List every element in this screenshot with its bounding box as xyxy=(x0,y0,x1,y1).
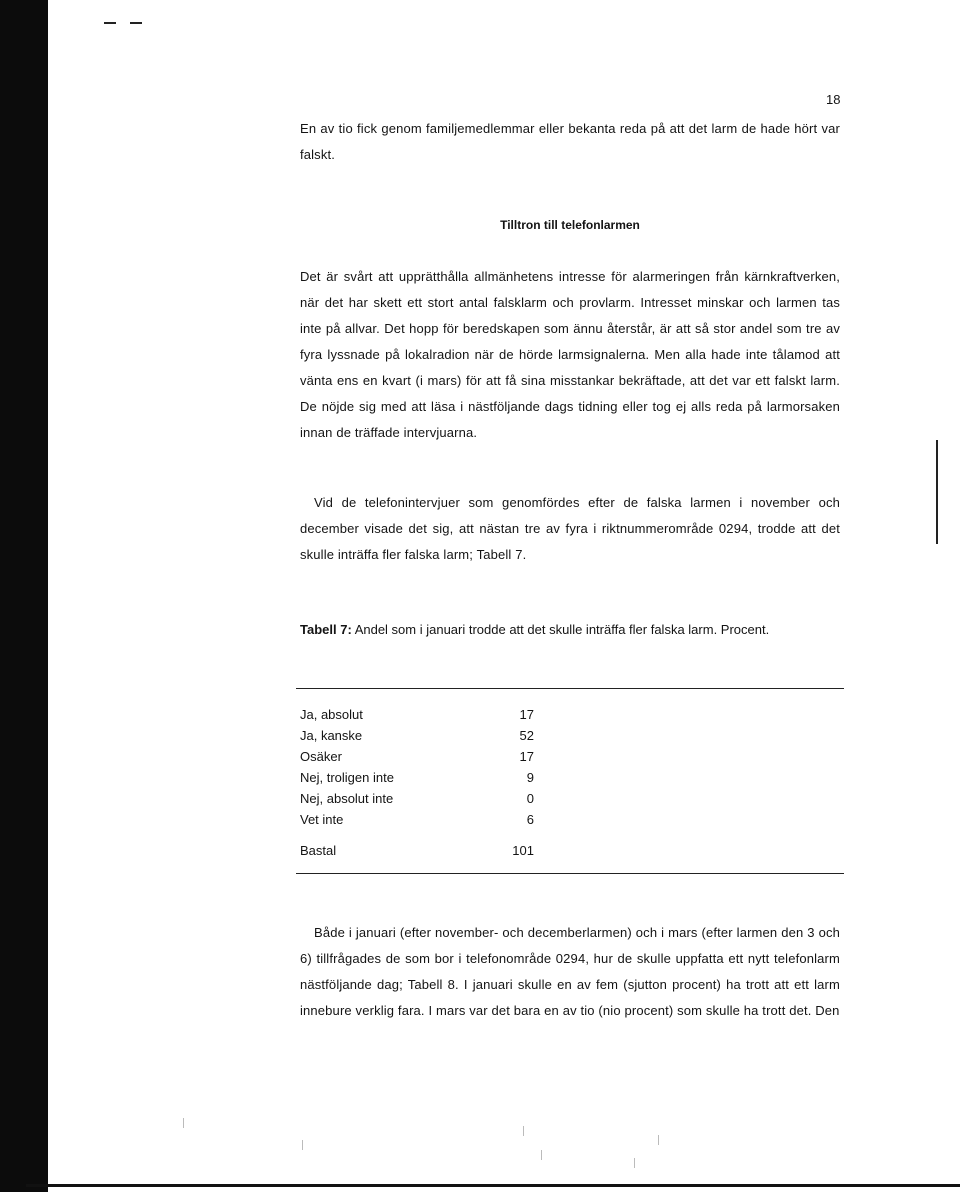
scan-mark xyxy=(936,440,938,544)
scan-speck xyxy=(541,1150,542,1160)
intro-paragraph: En av tio fick genom familjemedlemmar eller bekanta reda på att det larm de hade hört var falskt. xyxy=(300,121,840,162)
scan-mark xyxy=(130,22,142,24)
table-row xyxy=(300,725,560,746)
row-value: 6 xyxy=(526,812,534,827)
row-label: Vet inte xyxy=(300,812,344,827)
table-row xyxy=(300,746,560,767)
body-paragraph-1: Det är svårt att upprätthålla allmänhetens intresse för alarmeringen från kärnkraftverken, när det har skett ett stort antal falsklarm och provlarm. Intresset minskar och larmen tas inte på allvar. Det hopp för beredskapen som ännu återstår, är att så stor andel som tre av fyra lyssnade på lokalradion när de hörde larmsignalerna. Men alla hade inte tålamod att vänta ens en kvart (i mars) för att få sina misstankar bekräftade, att det var ett falskt larm. De nöjde sig med att läsa i nästföljande dags tidning eller tog ej alls reda på larmorsaken innan de träffade intervjuarna. xyxy=(300,269,840,440)
row-label: Nej, troligen inte xyxy=(300,770,394,785)
total-label: Bastal xyxy=(300,843,337,858)
scan-speck xyxy=(302,1140,303,1150)
scan-mark xyxy=(104,22,116,24)
row-label: Nej, absolut inte xyxy=(300,791,394,806)
scan-speck xyxy=(634,1158,635,1168)
row-label: Osäker xyxy=(300,749,342,764)
row-value: 0 xyxy=(526,791,534,806)
scan-bottom-edge xyxy=(26,1184,960,1187)
scan-speck xyxy=(658,1135,659,1145)
row-label: Ja, absolut xyxy=(300,707,363,722)
table-caption-label: Tabell 7: xyxy=(300,622,352,637)
row-value: 17 xyxy=(519,749,534,764)
total-value: 101 xyxy=(512,843,534,858)
section-heading: Tilltron till telefonlarmen xyxy=(500,218,640,232)
row-value: 9 xyxy=(526,770,534,785)
scan-speck xyxy=(183,1118,184,1128)
table-row xyxy=(300,788,560,809)
body-paragraph-3: Både i januari (efter november- och decemberlarmen) och i mars (efter larmen den 3 och 6) tillfrågades de som bor i telefonområde 0294, hur de skulle uppfatta ett nytt telefonlarm nästföljande dag; Tabell 8. I januari skulle en av fem (sjutton procent) ha trott att ett larm innebure verklig fara. I mars var det bara en av tio (nio procent) som skulle ha trott det. Den xyxy=(300,925,840,1018)
data-table xyxy=(300,704,560,861)
table-bottom-rule xyxy=(296,873,844,874)
row-value: 52 xyxy=(519,728,534,743)
table-caption-text: Andel som i januari trodde att det skulle inträffa fler falska larm. Procent. xyxy=(354,622,770,637)
table-row xyxy=(300,767,560,788)
table-top-rule xyxy=(296,688,844,689)
page-number: 18 xyxy=(826,92,841,107)
table-row xyxy=(300,809,560,830)
body-paragraph-2: Vid de telefonintervjuer som genomfördes efter de falska larmen i november och december visade det sig, att nästan tre av fyra i riktnummerområde 0294, trodde att det skulle inträffa fler falska larm; Tabell 7. xyxy=(300,495,840,562)
scan-speck xyxy=(523,1126,524,1136)
table-caption xyxy=(300,621,840,638)
row-label: Ja, kanske xyxy=(300,728,363,743)
table-total-row xyxy=(300,840,560,861)
row-value: 17 xyxy=(519,707,534,722)
scan-edge xyxy=(0,0,48,1192)
table-row xyxy=(300,704,560,725)
